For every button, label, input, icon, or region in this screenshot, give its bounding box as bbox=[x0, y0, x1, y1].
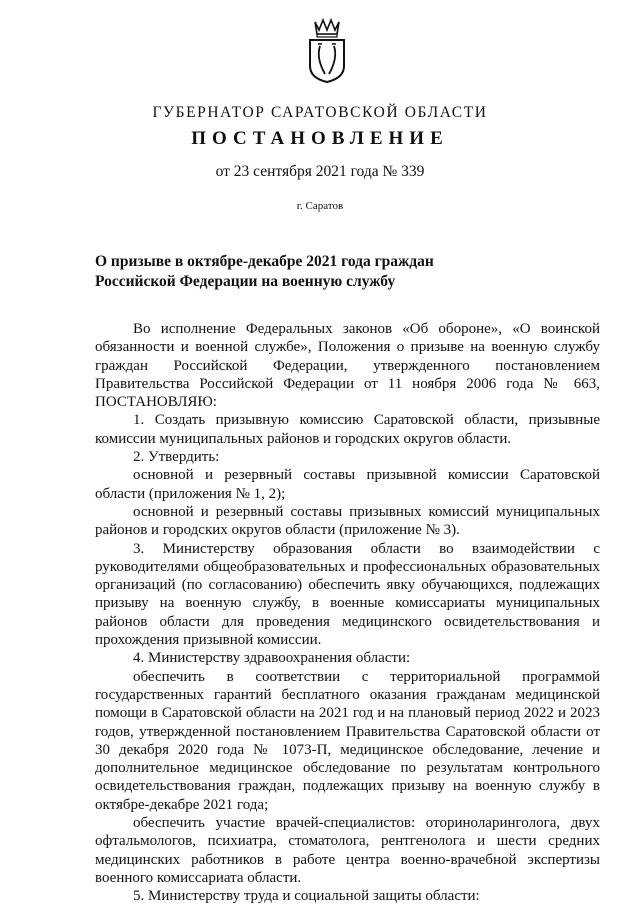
document-subject bbox=[95, 252, 515, 292]
document-type: ПОСТАНОВЛЕНИЕ bbox=[191, 128, 449, 149]
body-paragraph: основной и резервный составы призывной комиссии Саратовской области (приложения № 1, 2); bbox=[95, 467, 600, 502]
body-paragraph: 1. Создать призывную комиссию Саратовской области, призывные комиссии муниципальных районов и городских округов области. bbox=[95, 412, 600, 447]
body-paragraph: основной и резервный составы призывных комиссий муниципальных районов и городских округов области (приложение № 3). bbox=[95, 503, 600, 539]
saratov-coat-of-arms-icon bbox=[305, 18, 349, 84]
body-paragraph: обеспечить в соответствии с территориальной программой государственных гарантий бесплатного оказания гражданам медицинской помощи в Саратовской области на 2021 год и на плановый период 2022 и 2023 годов, утвержденной постановлением Правительства Саратовской области от 30 декабря 2020 года № 1073-П, медицинское обследование, лечение и дополнительное медицинское обследование по результатам контрольного освидетельствования граждан, подлежащих призыву на военную службу в октябре-декабре 2021 года; bbox=[95, 668, 600, 813]
body-paragraph: 4. Министерству здравоохранения области: bbox=[133, 650, 411, 667]
issuer-title: ГУБЕРНАТОР САРАТОВСКОЙ ОБЛАСТИ bbox=[152, 104, 488, 121]
body-paragraph: 3. Министерству образования области во взаимодействии с руководителями общеобразовательных и профессиональных образовательных организаций (по согласованию) обеспечить явку обучающихся, подлежащих призыву на военную службу, в военные комиссариаты муниципальных районов области для проведения медицинского освидетельствования и прохождения призывной комиссии. bbox=[95, 540, 600, 649]
body-paragraph: 5. Министерству труда и социальной защиты области: bbox=[133, 888, 480, 905]
body-paragraph: обеспечить участие врачей-специалистов: оториноларинголога, двух офтальмологов, психиатра, стоматолога, рентгенолога и шести средних медицинских работников в работе центра военно-врачебной экспертизы военного комиссариата области. bbox=[95, 815, 600, 886]
document-date-number: от 23 сентября 2021 года № 339 bbox=[215, 163, 425, 180]
document-body bbox=[95, 320, 600, 906]
subject-line: Российской Федерации на военную службу bbox=[95, 273, 396, 290]
body-paragraph: 2. Утвердить: bbox=[133, 449, 220, 466]
body-paragraph: Во исполнение Федеральных законов «Об обороне», «О воинской обязанности и военной службе», Положения о призыве на военную службу граждан Российской Федерации, утвержденного постановлением Правительства Российской Федерации от 11 ноября 2006 года № 663, ПОСТАНОВЛЯЮ: bbox=[95, 321, 600, 411]
document-place: г. Саратов bbox=[296, 200, 344, 212]
subject-line: О призыве в октябре-декабре 2021 года граждан bbox=[95, 253, 434, 270]
